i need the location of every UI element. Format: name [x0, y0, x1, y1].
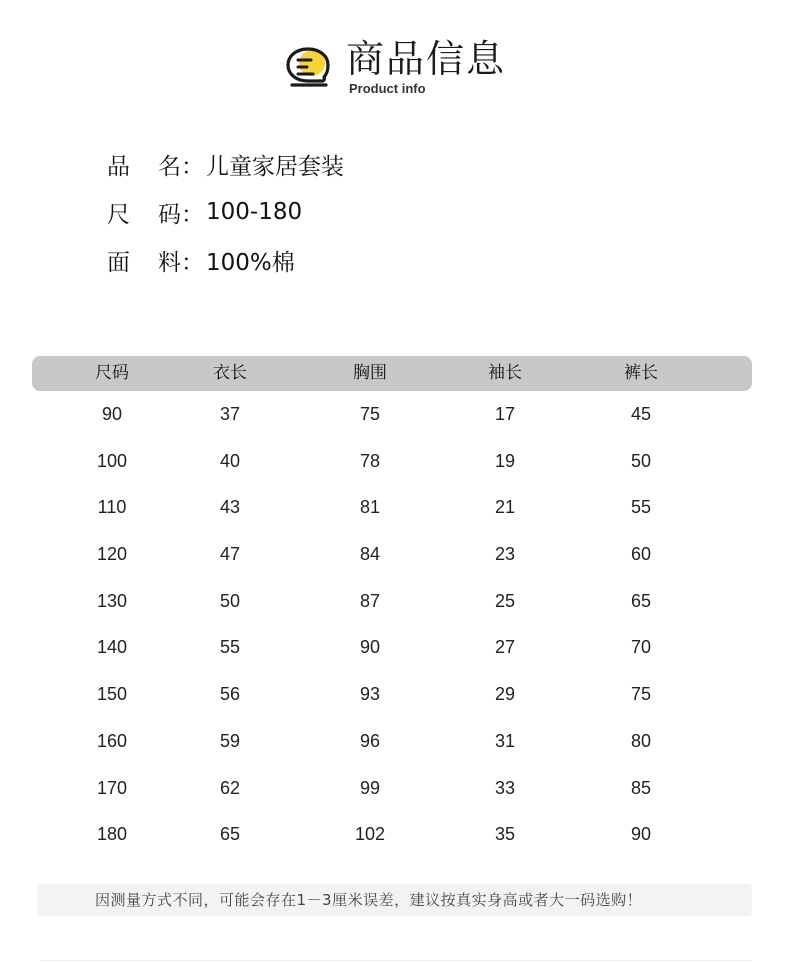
table-cell: 50	[219, 590, 241, 611]
table-cell: 84	[359, 544, 381, 565]
table-cell: 90	[359, 637, 381, 658]
table-cell: 43	[219, 497, 241, 518]
table-header	[32, 356, 752, 391]
table-cell: 40	[219, 450, 241, 471]
table-cell: 47	[219, 544, 241, 565]
column-header: 胸围	[353, 363, 387, 383]
info-colon: ：	[181, 153, 204, 180]
table-cell: 102	[354, 824, 386, 845]
info-row-size	[107, 188, 344, 236]
table-cell: 81	[359, 497, 381, 518]
table-row	[32, 811, 752, 858]
info-label: 面料	[107, 249, 181, 276]
info-colon: ：	[181, 249, 204, 276]
table-cell: 120	[96, 544, 128, 565]
table-cell: 50	[630, 450, 652, 471]
table-cell: 140	[96, 637, 128, 658]
table-cell: 80	[630, 730, 652, 751]
section-header	[0, 0, 790, 110]
table-cell: 29	[494, 684, 516, 705]
table-row	[32, 531, 752, 578]
info-label: 尺码	[107, 201, 181, 228]
table-row	[32, 718, 752, 765]
table-cell: 27	[494, 637, 516, 658]
table-cell: 87	[359, 590, 381, 611]
table-row	[32, 391, 752, 438]
table-cell: 37	[219, 404, 241, 424]
table-row	[32, 765, 752, 812]
table-cell: 62	[219, 777, 241, 798]
info-colon: ：	[181, 201, 204, 228]
table-cell: 75	[359, 404, 381, 424]
info-value: 儿童家居套装	[206, 153, 344, 180]
column-header: 尺码	[95, 363, 129, 383]
info-row-name	[107, 140, 344, 188]
table-cell: 85	[630, 777, 652, 798]
table-cell: 150	[96, 684, 128, 705]
info-label: 品名	[107, 153, 181, 180]
table-cell: 99	[359, 777, 381, 798]
table-cell: 65	[219, 824, 241, 845]
table-cell: 17	[494, 404, 516, 424]
table-cell: 78	[359, 450, 381, 471]
column-header: 衣长	[213, 363, 247, 383]
table-cell: 23	[494, 544, 516, 565]
table-cell: 60	[630, 544, 652, 565]
table-row	[32, 671, 752, 718]
table-cell: 55	[219, 637, 241, 658]
table-row	[32, 484, 752, 531]
table-cell: 96	[359, 730, 381, 751]
table-cell: 35	[494, 824, 516, 845]
table-row	[32, 578, 752, 625]
table-cell: 160	[96, 730, 128, 751]
page-title: 商品信息	[346, 37, 507, 81]
table-cell: 180	[96, 824, 128, 845]
table-cell: 65	[630, 590, 652, 611]
table-cell: 45	[630, 404, 652, 424]
table-body	[32, 391, 752, 858]
footnote-text: 因测量方式不同，可能会存在1－3厘米误差，建议按真实身高或者大一码选购！	[95, 891, 643, 909]
table-cell: 130	[96, 590, 128, 611]
table-cell: 100	[96, 450, 128, 471]
divider	[40, 960, 752, 961]
table-cell: 31	[494, 730, 516, 751]
table-cell: 93	[359, 684, 381, 705]
table-cell: 21	[494, 497, 516, 518]
table-cell: 90	[101, 404, 123, 424]
table-cell: 19	[494, 450, 516, 471]
column-header: 裤长	[624, 363, 658, 383]
table-cell: 90	[630, 824, 652, 845]
table-cell: 170	[96, 777, 128, 798]
column-header: 袖长	[488, 363, 522, 383]
chat-bubble-icon	[284, 43, 332, 91]
table-row	[32, 624, 752, 671]
table-row	[32, 438, 752, 485]
table-cell: 25	[494, 590, 516, 611]
table-cell: 33	[494, 777, 516, 798]
table-cell: 110	[97, 497, 127, 518]
footnote-bar	[37, 884, 752, 916]
table-cell: 55	[630, 497, 652, 518]
info-value: 100%棉	[206, 249, 295, 276]
product-info-list	[107, 140, 344, 284]
info-value: 100-180	[206, 199, 303, 225]
table-cell: 56	[219, 684, 241, 705]
table-cell: 59	[219, 730, 241, 751]
table-cell: 75	[630, 684, 652, 705]
info-row-fabric	[107, 236, 344, 284]
table-cell: 70	[630, 637, 652, 658]
size-table	[32, 356, 752, 858]
page-subtitle: Product info	[349, 81, 426, 96]
